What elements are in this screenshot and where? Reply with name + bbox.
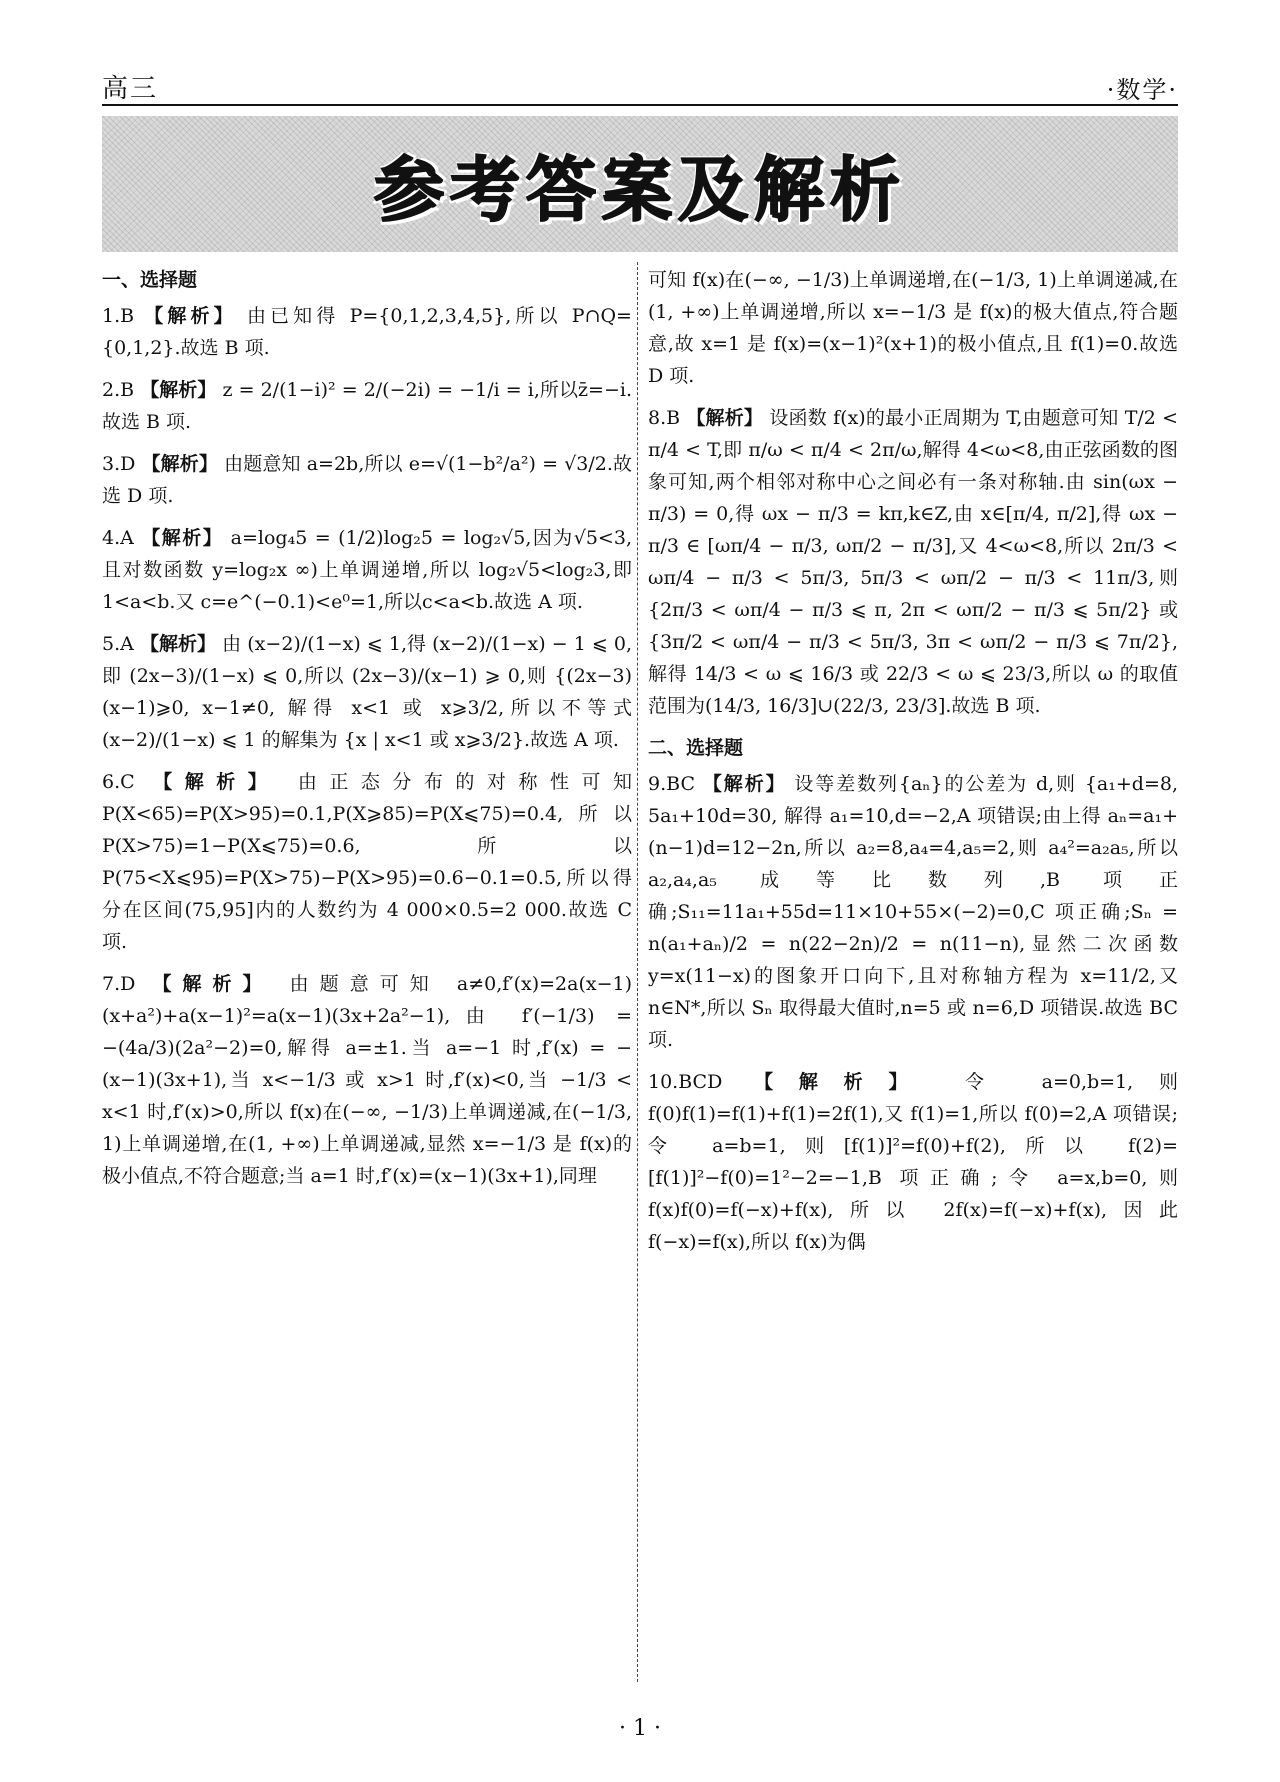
- answer-number: 3.D: [102, 453, 136, 475]
- answer-number: 1.B: [102, 305, 135, 327]
- answer-number: 8.B: [648, 407, 681, 429]
- answer-text: 由已知得 P={0,1,2,3,4,5},所以 P∩Q={0,1,2}.故选 B 项.: [102, 305, 632, 359]
- answer-number: 4.A: [102, 527, 134, 549]
- answer-item-10: [648, 1066, 1178, 1258]
- page-number: · 1 ·: [619, 1716, 661, 1741]
- analysis-tag: 【解析】: [153, 771, 280, 793]
- answer-number: 7.D: [102, 973, 136, 995]
- right-column: [648, 264, 1178, 1268]
- page-title: 参考答案及解析: [374, 148, 906, 231]
- analysis-tag: 【解析】: [754, 1071, 934, 1093]
- analysis-tag: 【解析】: [152, 973, 273, 995]
- answer-text: 由题意可知 a≠0,f′(x)=2a(x−1)(x+a²)+a(x−1)²=a(x−1)(3x+2a²−1),由 f′(−1/3) = −(4a/3)(2a²−2)=0,解得 a=±1.当 a=−1 时,f′(x) = −(x−1)(3x+1),当 x<−1/3 或 x>1 时,f′(x)<0,当 −1/3 < x<1 时,f′(x)>0,所以 f(x)在(−∞, −1/3)上单调递减,在(−1/3, 1)上单调递增,在(1, +∞)上单调递减,显然 x=−1/3 是 f(x)的极小值点,不符合题意;当 a=1 时,f′(x)=(x−1)(3x+1),同理: [102, 973, 633, 1187]
- analysis-tag: 【解析】: [141, 527, 224, 549]
- analysis-tag: 【解析】: [140, 379, 217, 401]
- answer-number: 10.BCD: [648, 1071, 723, 1093]
- header-divider: [102, 104, 1178, 106]
- answer-text: 由 (x−2)/(1−x) ⩽ 1,得 (x−2)/(1−x) − 1 ⩽ 0,即 (2x−3)/(1−x) ⩽ 0,所以 (2x−3)/(x−1) ⩾ 0,则 {(2x−3)(x−1)⩾0, x−1≠0, 解得 x<1 或 x⩾3/2,所以不等式 (x−2)/(1−x) ⩽ 1 的解集为 {x | x<1 或 x⩾3/2}.故选 A 项.: [102, 633, 632, 751]
- column-divider: [637, 262, 638, 1682]
- answer-text: 由正态分布的对称性可知 P(X<65)=P(X>95)=0.1,P(X⩾85)=P(X⩽75)=0.4,所以 P(X>75)=1−P(X⩽75)=0.6,所以 P(75<X⩽95)=P(X>75)−P(X>95)=0.6−0.1=0.5,所以得分在区间(75,95]内的人数约为 4 000×0.5=2 000.故选 C 项.: [102, 771, 632, 953]
- answer-text: a=log₄5 = (1/2)log₂5 = log₂√5,因为√5<3,且对数函数 y=log₂x ∞)上单调递增,所以 log₂√5<log₂3,即 1<a<b.又 c=e^(−0.1)<e⁰=1,所以c<a<b.故选 A 项.: [102, 527, 632, 613]
- answer-number: 5.A: [102, 633, 134, 655]
- section-title-choice: 一、选择题: [102, 269, 198, 291]
- analysis-tag: 【解析】: [686, 407, 764, 429]
- answer-item-5: [102, 628, 632, 756]
- answer-item-6: [102, 766, 632, 958]
- analysis-tag: 【解析】: [144, 305, 237, 327]
- answer-item-8: [648, 402, 1178, 722]
- answer-item-3: [102, 448, 632, 512]
- answer-item-7: [102, 968, 632, 1192]
- answer-text: 设函数 f(x)的最小正周期为 T,由题意可知 T/2 < π/4 < T,即 π/ω < π/4 < 2π/ω,解得 4<ω<8,由正弦函数的图象可知,两个相邻对称中心之间必有一条对称轴.由 sin(ωx − π/3) = 0,得 ωx − π/3 = kπ,k∈Z,由 x∈[π/4, π/2],得 ωx − π/3 ∈ [ωπ/4 − π/3, ωπ/2 − π/3],又 4<ω<8,所以 2π/3 < ωπ/4 − π/3 < 5π/3, 5π/3 < ωπ/2 − π/3 < 11π/3,则 {2π/3 < ωπ/4 − π/3 ⩽ π, 2π < ωπ/2 − π/3 ⩽ 5π/2} 或 {3π/2 < ωπ/4 − π/3 < 5π/3, 3π < ωπ/2 − π/3 ⩽ 7π/2},解得 14/3 < ω ⩽ 16/3 或 22/3 < ω ⩽ 23/3,所以 ω 的取值范围为(14/3, 16/3]∪(22/3, 23/3].故选 B 项.: [648, 407, 1178, 717]
- answer-item-9: [648, 768, 1178, 1056]
- subject-label: ·数学·: [1106, 76, 1178, 104]
- answer-text: z = 2/(1−i)² = 2/(−2i) = −1/i = i,所以z̄=−i.故选 B 项.: [102, 379, 632, 433]
- grade-label: 高三: [102, 74, 159, 104]
- left-column: [102, 264, 632, 1202]
- answer-item-2: [102, 374, 632, 438]
- answer-item-7-continued: 可知 f(x)在(−∞, −1/3)上单调递增,在(−1/3, 1)上单调递减,在(1, +∞)上单调递增,所以 x=−1/3 是 f(x)的极大值点,符合题意,故 x=1 是 f(x)=(x−1)²(x+1)的极小值点,且 f(1)=0.故选 D 项.: [648, 269, 1178, 387]
- analysis-tag: 【解析】: [139, 633, 217, 655]
- answer-text: 令 a=0,b=1,则 f(0)f(1)=f(1)+f(1)=2f(1),又 f(1)=1,所以 f(0)=2,A 项错误;令 a=b=1,则[f(1)]²=f(0)+f(2),所以 f(2)=[f(1)]²−f(0)=1²−2=−1,B 项正确;令 a=x,b=0,则 f(x)f(0)=f(−x)+f(x),所以 2f(x)=f(−x)+f(x),因此 f(−x)=f(x),所以 f(x)为偶: [648, 1071, 1178, 1253]
- section-title-multi-choice: 二、选择题: [648, 737, 744, 759]
- answer-item-4: [102, 522, 632, 618]
- analysis-tag: 【解析】: [141, 453, 218, 475]
- analysis-tag: 【解析】: [702, 773, 787, 795]
- answer-text: 由题意知 a=2b,所以 e=√(1−b²/a²) = √3/2.故选 D 项.: [102, 453, 632, 507]
- answer-number: 2.B: [102, 379, 135, 401]
- title-banner: [102, 116, 1178, 252]
- answer-text: 设等差数列{aₙ}的公差为 d,则 {a₁+d=8, 5a₁+10d=30, 解得 a₁=10,d=−2,A 项错误;由上得 aₙ=a₁+(n−1)d=12−2n,所以 a₂=8,a₄=4,a₅=2,则 a₄²=a₂a₅,所以 a₂,a₄,a₅ 成等比数列,B 项正确;S₁₁=11a₁+55d=11×10+55×(−2)=0,C 项正确;Sₙ = n(a₁+aₙ)/2 = n(22−2n)/2 = n(11−n),显然二次函数 y=x(11−x)的图象开口向下,且对称轴方程为 x=11/2,又 n∈N*,所以 Sₙ 取得最大值时,n=5 或 n=6,D 项错误.故选 BC 项.: [648, 773, 1179, 1051]
- answer-number: 9.BC: [648, 773, 695, 795]
- answer-number: 6.C: [102, 771, 135, 793]
- answer-item-1: [102, 300, 632, 364]
